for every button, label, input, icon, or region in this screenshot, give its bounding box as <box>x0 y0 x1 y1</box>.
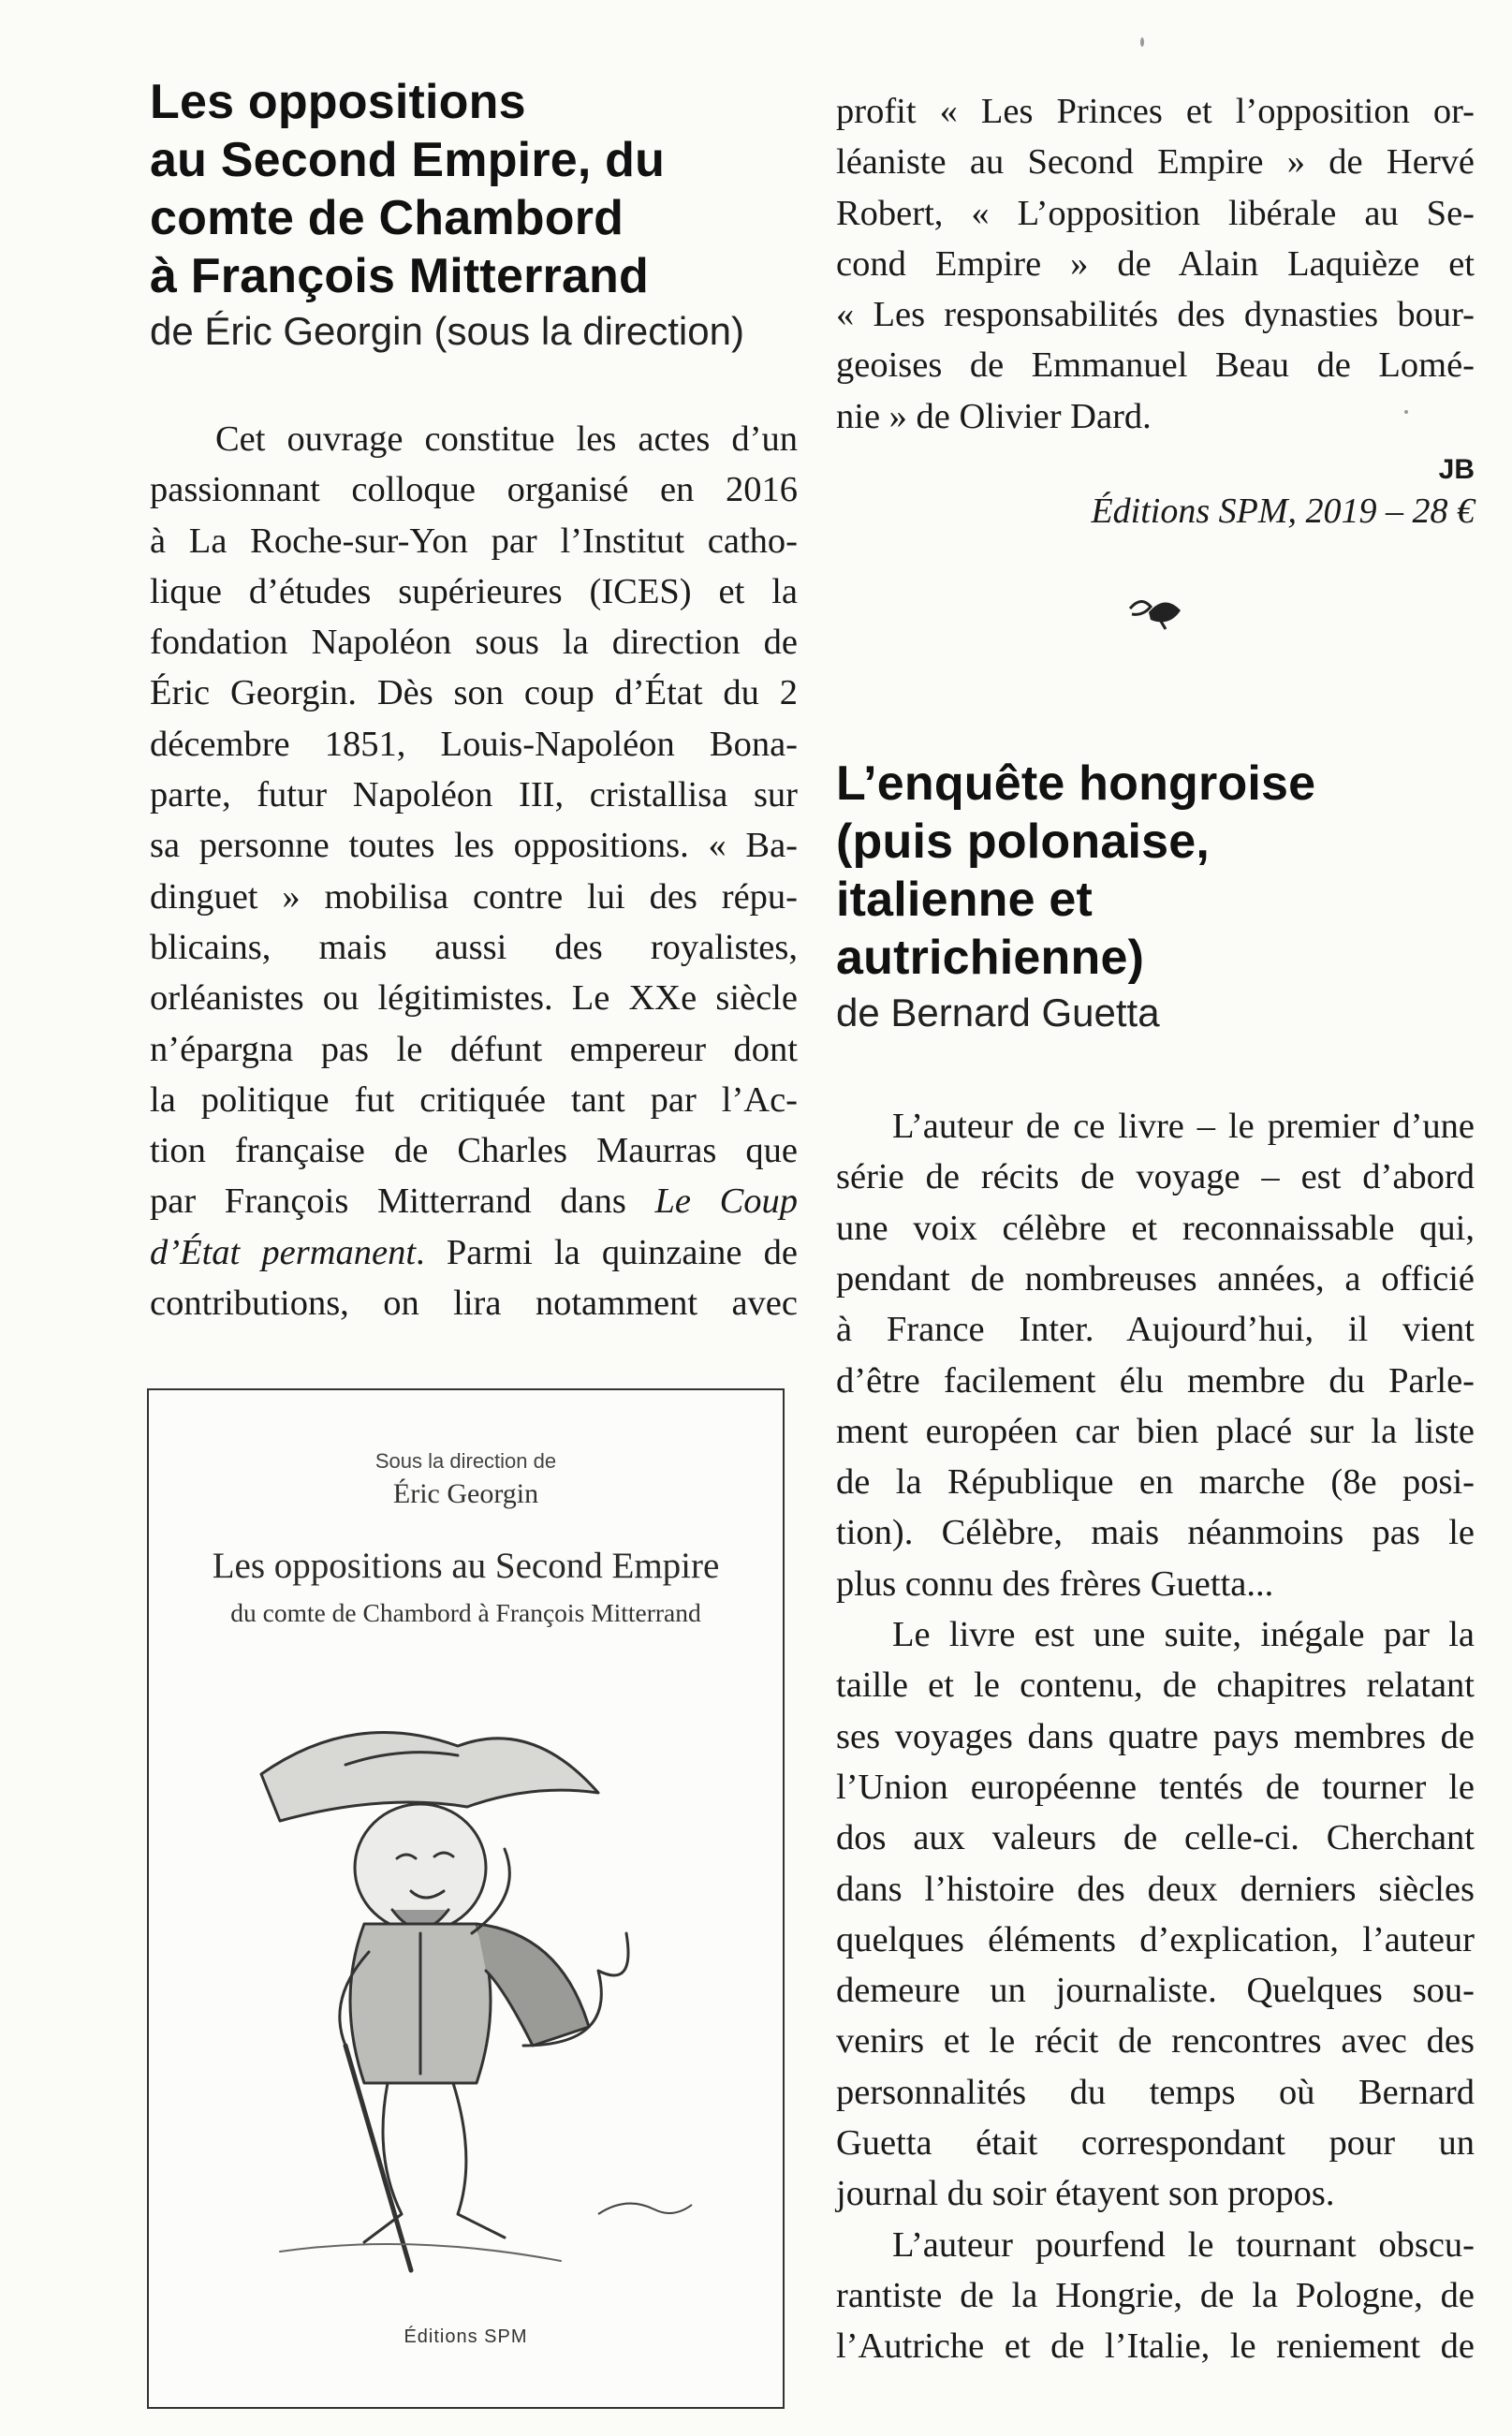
left-column <box>150 73 798 1328</box>
text-line: l’Union européenne tentés de tourner le <box>836 1767 1475 1807</box>
text-line: d’être facilement élu membre du Parle- <box>836 1360 1475 1401</box>
review-byline-2: de Bernard Guetta <box>836 991 1160 1035</box>
text-line: tion française de Charles Maurras que <box>150 1131 798 1171</box>
text-line: orléanistes ou légitimistes. Le XXe siècle <box>150 978 798 1019</box>
text-line: lique d’études supérieures (ICES) et la <box>150 571 798 611</box>
fleuron-ornament <box>836 588 1475 644</box>
text-line-with-title <box>150 1176 798 1226</box>
text-line: contributions, on lira notamment avec <box>150 1284 798 1324</box>
text-fragment: . Parmi la quinzaine de <box>416 1232 799 1272</box>
text-line: venirs et le récit de rencontres avec des <box>836 2021 1475 2062</box>
review-title-2 <box>836 755 1475 987</box>
text-line: pendant de nombreuses années, a officié <box>836 1258 1475 1299</box>
right-column <box>836 86 1475 2372</box>
text-line-with-title <box>150 1227 798 1278</box>
text-line: plus connu des frères Guetta... <box>836 1563 1274 1604</box>
text-line: profit « Les Princes et l’opposition or- <box>836 92 1475 131</box>
text-line: cond Empire » de Alain Laquièze et <box>836 243 1475 284</box>
cover-publisher: Éditions SPM <box>404 2326 528 2347</box>
text-line: de la République en marche (8e posi- <box>836 1462 1475 1503</box>
text-line: parte, futur Napoléon III, cristallisa sur <box>150 775 798 815</box>
text-line: Le livre est une suite, inégale par la <box>892 1615 1475 1655</box>
text-line: passionnant colloque organisé en 2016 <box>150 470 798 510</box>
review-body-1 <box>150 414 798 1328</box>
text-line: demeure un journaliste. Quelques sou- <box>836 1971 1475 2011</box>
text-line: taille et le contenu, de chapitres relatant <box>836 1666 1475 1706</box>
text-line: blicains, mais aussi des royalistes, <box>150 927 798 967</box>
book-reference: Le Coup <box>654 1181 799 1222</box>
cover-subtitle: du comte de Chambord à François Mitterrand <box>230 1598 701 1627</box>
book-reference: d’État permanent <box>150 1232 417 1272</box>
title-line: à François Mitterrand <box>150 249 649 303</box>
text-line: Éric Georgin. Dès son coup d’État du 2 <box>150 673 798 713</box>
text-line: « Les responsabilités des dynasties bour- <box>836 295 1475 335</box>
text-line: l’Autriche et de l’Italie, le reniement de <box>836 2326 1475 2367</box>
text-line: rantiste de la Hongrie, de la Pologne, de <box>836 2275 1475 2315</box>
text-line: Guetta était correspondant pour un <box>836 2123 1475 2164</box>
text-line: L’auteur pourfend le tournant obscu- <box>892 2224 1475 2265</box>
review-body-2 <box>836 1101 1475 2371</box>
text-line: léaniste au Second Empire » de Hervé <box>836 142 1475 183</box>
text-line: quelques éléments d’explication, l’auteur <box>836 1919 1475 1959</box>
review-title-1 <box>150 73 798 305</box>
title-line: au Second Empire, du <box>150 133 666 187</box>
text-line: une voix célèbre et reconnaissable qui, <box>836 1208 1475 1248</box>
cover-title: Les oppositions au Second Empire <box>212 1546 720 1586</box>
text-line: fondation Napoléon sous la direction de <box>150 623 798 663</box>
cover-author: Éric Georgin <box>392 1478 539 1509</box>
text-line: dos aux valeurs de celle-ci. Cherchant <box>836 1818 1475 1858</box>
title-line: autrichienne) <box>836 931 1145 986</box>
caricature-illustration <box>224 1690 711 2289</box>
text-line: L’auteur de ce livre – le premier d’une <box>892 1107 1475 1147</box>
scan-speck <box>1140 37 1144 47</box>
review-byline-1: de Éric Georgin (sous la direction) <box>150 309 744 353</box>
title-line: L’enquête hongroise <box>836 756 1316 812</box>
text-line: à La Roche-sur-Yon par l’Institut catho- <box>150 521 798 561</box>
text-line: décembre 1851, Louis-Napoléon Bona- <box>150 724 798 764</box>
text-line: personnalités du temps où Bernard <box>836 2072 1475 2112</box>
text-line: dinguet » mobilisa contre lui des répu- <box>150 876 798 917</box>
title-line: comte de Chambord <box>150 191 624 245</box>
text-fragment: par François Mitterrand dans <box>150 1181 626 1222</box>
text-line: ses voyages dans quatre pays membres de <box>836 1716 1475 1756</box>
book-cover-image <box>147 1388 785 2409</box>
title-line: Les oppositions <box>150 75 526 129</box>
review-body-1-continued <box>836 86 1475 442</box>
cover-direction: Sous la direction de <box>374 1449 557 1473</box>
text-line: journal du soir étayent son propos. <box>836 2174 1335 2214</box>
text-line: à France Inter. Aujourd’hui, il vient <box>836 1310 1475 1350</box>
text-line: tion). Célèbre, mais néanmoins pas le <box>836 1513 1475 1553</box>
text-line: série de récits de voyage – est d’abord <box>836 1157 1475 1197</box>
text-line: nie » de Olivier Dard. <box>836 396 1152 436</box>
text-line: Cet ouvrage constitue les actes d’un <box>215 419 798 459</box>
text-line: Robert, « L’opposition libérale au Se- <box>836 193 1475 233</box>
reviewer-signature: JB <box>1438 454 1475 486</box>
text-line: ment européen car bien placé sur la liste <box>836 1411 1475 1451</box>
scan-speck <box>1404 410 1408 414</box>
text-line: dans l’histoire des deux derniers siècles <box>836 1869 1475 1909</box>
text-line: la politique fut critiquée tant par l’Ac- <box>150 1079 798 1120</box>
title-line: (puis polonaise, <box>836 814 1211 870</box>
text-line: sa personne toutes les oppositions. « Ba- <box>150 826 798 866</box>
title-line: italienne et <box>836 873 1094 928</box>
text-line: n’épargna pas le défunt empereur dont <box>150 1029 798 1069</box>
text-line: geoises de Emmanuel Beau de Lomé- <box>836 345 1475 386</box>
publisher-info: Éditions SPM, 2019 – 28 € <box>1091 492 1475 532</box>
